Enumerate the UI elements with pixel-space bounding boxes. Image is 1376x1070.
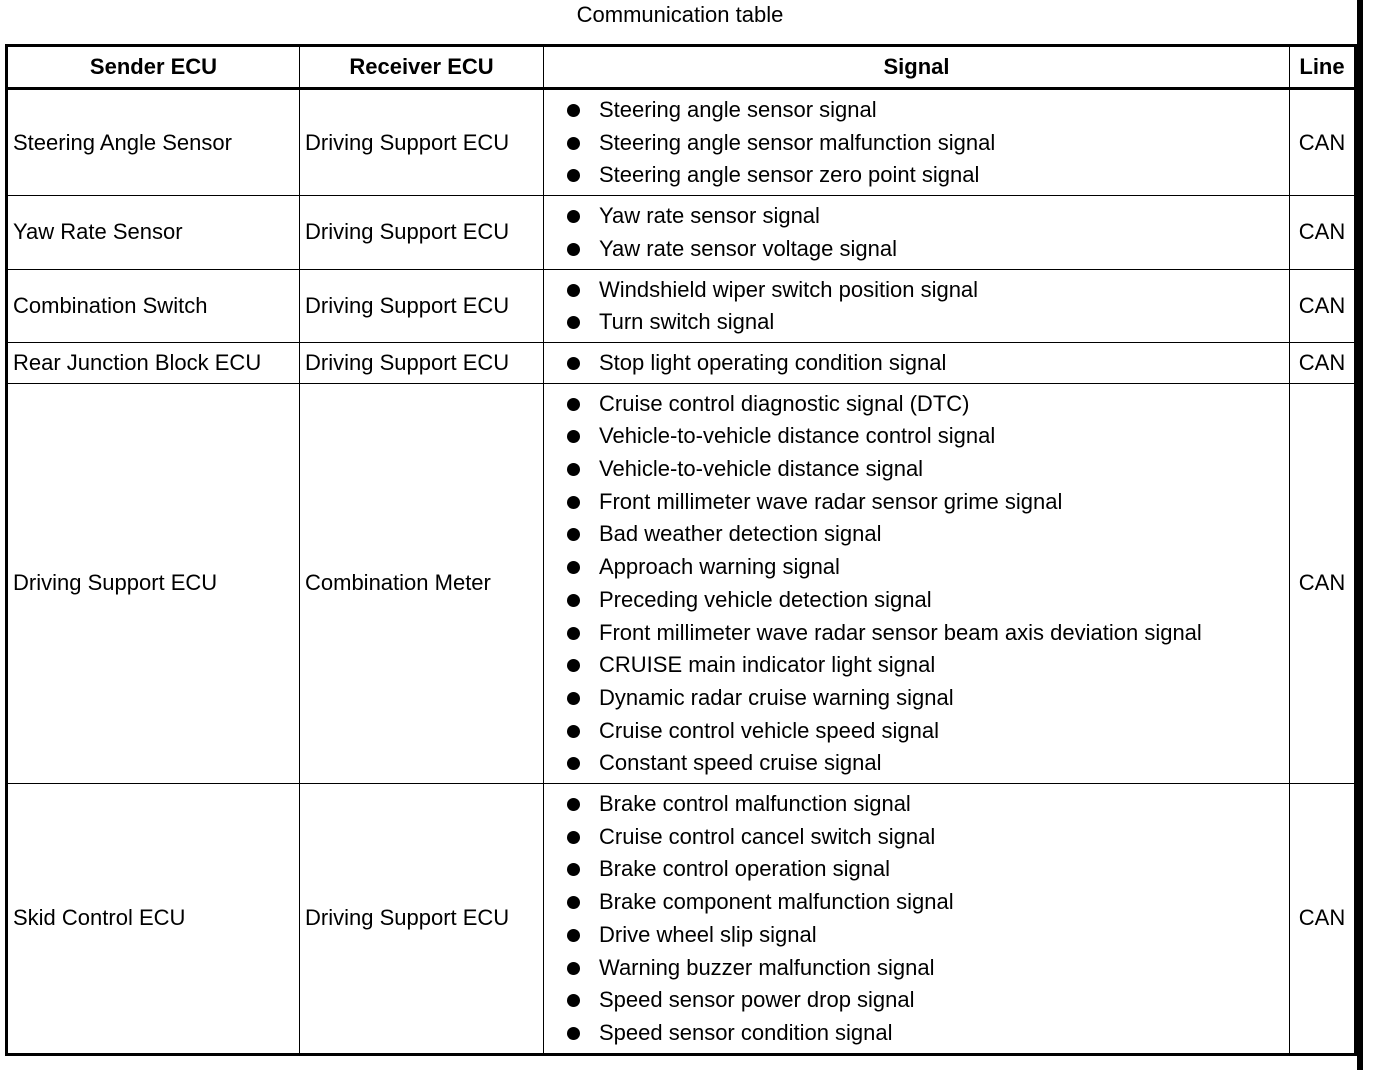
bullet-icon — [567, 757, 580, 770]
sender-ecu-cell: Rear Junction Block ECU — [7, 342, 300, 383]
signal-cell — [544, 269, 1290, 342]
bullet-icon — [567, 725, 580, 738]
bullet-icon — [567, 627, 580, 640]
signal-text: Speed sensor condition signal — [599, 1019, 893, 1045]
receiver-ecu-cell: Combination Meter — [300, 383, 544, 783]
bullet-icon — [567, 243, 580, 256]
bullet-icon — [567, 316, 580, 329]
table-caption: Communication table — [576, 2, 784, 27]
communication-table — [5, 44, 1357, 1056]
signal-text: Vehicle-to-vehicle distance control signal — [599, 423, 996, 449]
bullet-icon — [567, 137, 580, 150]
signal-list — [549, 384, 1284, 783]
signal-list — [549, 196, 1284, 268]
signal-list — [549, 90, 1284, 195]
bullet-icon — [567, 357, 580, 370]
line-cell: CAN — [1290, 196, 1356, 269]
table-row — [7, 784, 1356, 1055]
signal-text: Turn switch signal — [599, 309, 775, 335]
bullet-icon — [567, 594, 580, 607]
bullet-icon — [567, 831, 580, 844]
bullet-icon — [567, 284, 580, 297]
signal-item — [549, 919, 1284, 952]
sender-ecu-cell: Driving Support ECU — [7, 383, 300, 783]
signal-item — [549, 127, 1284, 160]
sender-ecu-cell: Combination Switch — [7, 269, 300, 342]
signal-list — [549, 784, 1284, 1053]
signal-text: Cruise control cancel switch signal — [599, 823, 936, 849]
signal-text: Yaw rate sensor voltage signal — [599, 235, 897, 261]
bullet-icon — [567, 169, 580, 182]
signal-item — [549, 584, 1284, 617]
receiver-ecu-cell: Driving Support ECU — [300, 196, 544, 269]
signal-text: Constant speed cruise signal — [599, 750, 882, 776]
line-cell: CAN — [1290, 342, 1356, 383]
signal-text: Dynamic radar cruise warning signal — [599, 684, 954, 710]
signal-text: Front millimeter wave radar sensor beam axis deviation signal — [599, 619, 1202, 645]
signal-text: Windshield wiper switch position signal — [599, 276, 979, 302]
signal-item — [549, 984, 1284, 1017]
signal-cell — [544, 342, 1290, 383]
signal-text: Preceding vehicle detection signal — [599, 586, 932, 612]
receiver-ecu-cell: Driving Support ECU — [300, 269, 544, 342]
table-row — [7, 196, 1356, 269]
bullet-icon — [567, 430, 580, 443]
header-sender-ecu: Sender ECU — [7, 46, 300, 89]
bullet-icon — [567, 210, 580, 223]
bullet-icon — [567, 692, 580, 705]
signal-text: Front millimeter wave radar sensor grime signal — [599, 488, 1063, 514]
signal-item — [549, 388, 1284, 421]
signal-item — [549, 347, 1284, 380]
signal-cell — [544, 784, 1290, 1055]
line-cell: CAN — [1290, 784, 1356, 1055]
sender-ecu-cell: Steering Angle Sensor — [7, 89, 300, 196]
signal-text: Steering angle sensor signal — [599, 97, 877, 122]
signal-cell — [544, 196, 1290, 269]
signal-cell — [544, 383, 1290, 783]
signal-list — [549, 270, 1284, 342]
signal-item — [549, 200, 1284, 233]
signal-item — [549, 486, 1284, 519]
signal-item — [549, 853, 1284, 886]
bullet-icon — [567, 104, 580, 117]
signal-text: Vehicle-to-vehicle distance signal — [599, 456, 924, 482]
signal-item — [549, 682, 1284, 715]
sender-ecu-cell: Yaw Rate Sensor — [7, 196, 300, 269]
table-body — [7, 89, 1356, 1055]
bullet-icon — [567, 994, 580, 1007]
signal-item — [549, 788, 1284, 821]
signal-item — [549, 518, 1284, 551]
bullet-icon — [567, 929, 580, 942]
signal-item — [549, 274, 1284, 307]
signal-item — [549, 617, 1284, 650]
signal-cell — [544, 89, 1290, 196]
sender-ecu-cell: Skid Control ECU — [7, 784, 300, 1055]
header-row — [7, 46, 1356, 89]
signal-text: Brake control operation signal — [599, 856, 891, 882]
signal-text: Brake component malfunction signal — [599, 889, 954, 915]
receiver-ecu-cell: Driving Support ECU — [300, 89, 544, 196]
receiver-ecu-cell: Driving Support ECU — [300, 342, 544, 383]
signal-text: Speed sensor power drop signal — [599, 987, 915, 1013]
header-receiver-ecu: Receiver ECU — [300, 46, 544, 89]
signal-text: CRUISE main indicator light signal — [599, 652, 936, 678]
signal-text: Cruise control vehicle speed signal — [599, 717, 939, 743]
header-line: Line — [1290, 46, 1356, 89]
bullet-icon — [567, 463, 580, 476]
table-row — [7, 269, 1356, 342]
bullet-icon — [567, 528, 580, 541]
signal-text: Cruise control diagnostic signal (DTC) — [599, 390, 970, 416]
signal-text: Bad weather detection signal — [599, 521, 882, 547]
signal-text: Stop light operating condition signal — [599, 349, 947, 375]
bullet-icon — [567, 561, 580, 574]
signal-item — [549, 233, 1284, 266]
signal-item — [549, 551, 1284, 584]
signal-item — [549, 715, 1284, 748]
bullet-icon — [567, 659, 580, 672]
signal-item — [549, 952, 1284, 985]
signal-item — [549, 159, 1284, 192]
receiver-ecu-cell: Driving Support ECU — [300, 784, 544, 1055]
bullet-icon — [567, 496, 580, 509]
signal-text: Brake control malfunction signal — [599, 791, 911, 817]
signal-text: Warning buzzer malfunction signal — [599, 954, 935, 980]
table-row — [7, 89, 1356, 196]
signal-item — [549, 649, 1284, 682]
bullet-icon — [567, 896, 580, 909]
table-row — [7, 342, 1356, 383]
bullet-icon — [567, 962, 580, 975]
bullet-icon — [567, 1027, 580, 1040]
signal-list — [549, 343, 1284, 383]
signal-item — [549, 453, 1284, 486]
signal-item — [549, 821, 1284, 854]
bullet-icon — [567, 863, 580, 876]
page-edge-bar — [1357, 0, 1363, 1070]
signal-text: Drive wheel slip signal — [599, 921, 817, 947]
bullet-icon — [567, 798, 580, 811]
line-cell: CAN — [1290, 383, 1356, 783]
signal-text: Yaw rate sensor signal — [599, 203, 820, 229]
signal-item — [549, 747, 1284, 780]
signal-text: Approach warning signal — [599, 554, 840, 580]
signal-item — [549, 886, 1284, 919]
header-signal: Signal — [544, 46, 1290, 89]
line-cell: CAN — [1290, 269, 1356, 342]
signal-item — [549, 306, 1284, 339]
signal-text: Steering angle sensor malfunction signal — [599, 129, 996, 155]
signal-item — [549, 94, 1284, 127]
table-row — [7, 383, 1356, 783]
bullet-icon — [567, 398, 580, 411]
line-cell: CAN — [1290, 89, 1356, 196]
signal-text: Steering angle sensor zero point signal — [599, 162, 980, 188]
signal-item — [549, 1017, 1284, 1050]
signal-item — [549, 420, 1284, 453]
